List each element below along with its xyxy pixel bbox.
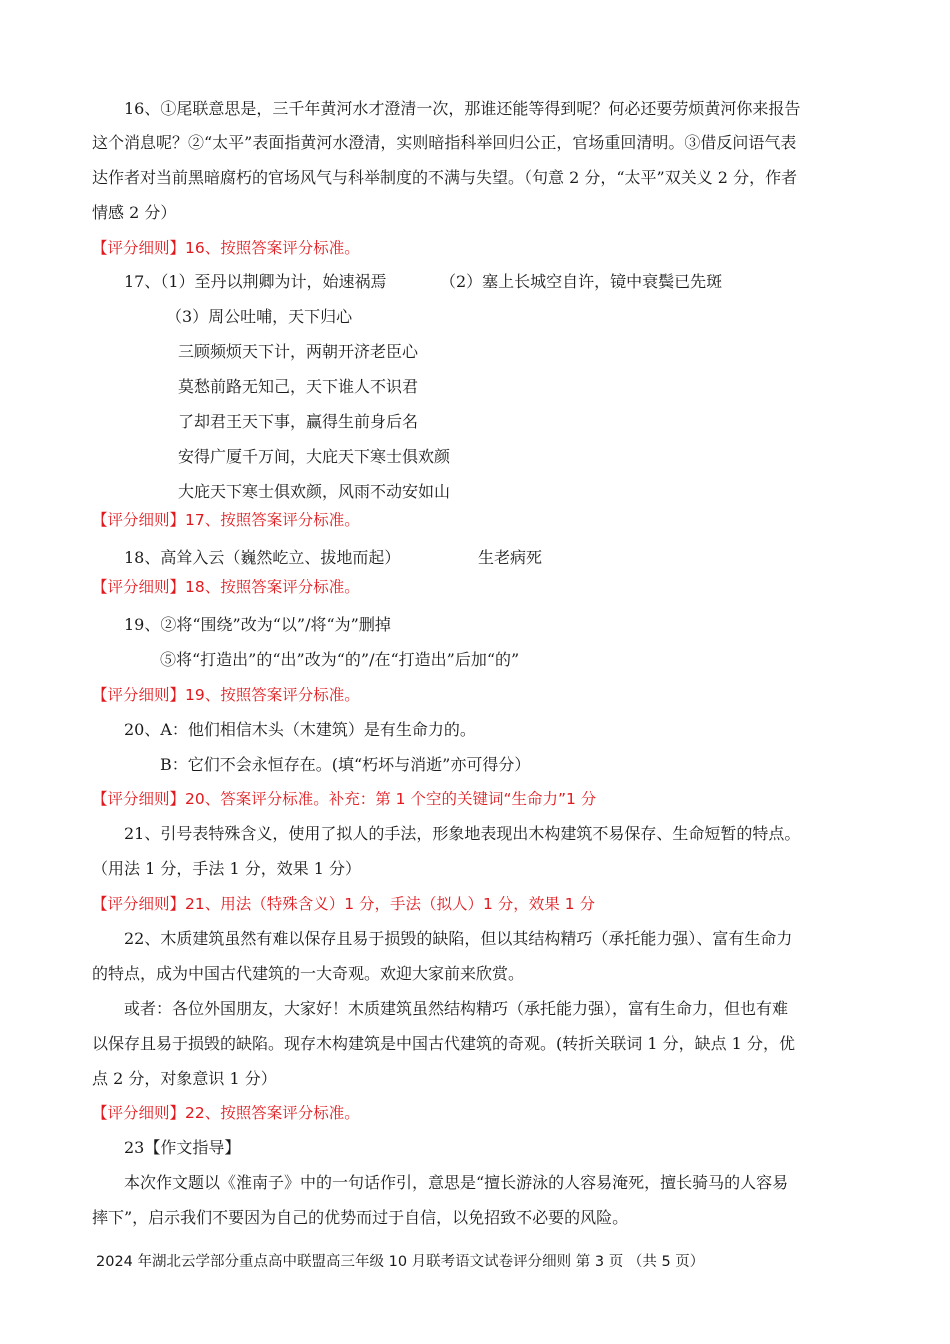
q17-line-2: （3）周公吐哺，天下归心 [166, 307, 353, 326]
q21-line-1: 21、引号表特殊含义，使用了拟人的手法，形象地表现出木构建筑不易保存、生命短暂的特点。 [124, 824, 801, 843]
q16-scoring-rule: 【评分细则】16、按照答案评分标准。 [92, 239, 360, 257]
q23-title: 23【作文指导】 [124, 1138, 241, 1157]
q17-alt-answer: 大庇天下寒士俱欢颜，风雨不动安如山 [178, 482, 451, 501]
q23-line-2: 摔下”，启示我们不要因为自己的优势而过于自信，以免招致不必要的风险。 [92, 1208, 629, 1227]
page-footer: 2024 年湖北云学部分重点高中联盟高三年级 10 月联考语文试卷评分细则 第 3 页 （共 5 页） [96, 1254, 705, 1270]
q21-scoring-rule: 【评分细则】21、用法（特殊含义）1 分，手法（拟人）1 分，效果 1 分 [92, 895, 596, 913]
q17-line-1b: （2）塞上长城空自许，镜中衰鬓已先斑 [440, 272, 723, 291]
q17-alt-answer: 安得广厦千万间，大庇天下寒士俱欢颜 [178, 447, 451, 466]
q18-answer-b: 生老病死 [478, 548, 543, 567]
q17-scoring-rule: 【评分细则】17、按照答案评分标准。 [92, 511, 360, 529]
q22-line-1: 22、木质建筑虽然有难以保存且易于损毁的缺陷，但以其结构精巧（承托能力强）、富有生命力 [124, 929, 793, 948]
q17-alt-answer: 了却君王天下事，赢得生前身后名 [178, 412, 419, 431]
q16-line-2: 这个消息呢？②“太平”表面指黄河水澄清，实则暗指科举回归公正，官场重回清明。③借反问语气表 [92, 133, 797, 152]
q22-scoring-rule: 【评分细则】22、按照答案评分标准。 [92, 1104, 360, 1122]
q17-alt-answer: 莫愁前路无知己，天下谁人不识君 [178, 377, 419, 396]
q20-line-2: B：它们不会永恒存在。(填“朽坏与消逝”亦可得分） [160, 755, 531, 774]
q16-line-4: 情感 2 分） [92, 203, 177, 222]
q20-scoring-rule: 【评分细则】20、答案评分标准。补充：第 1 个空的关键词“生命力”1 分 [92, 790, 597, 808]
q19-scoring-rule: 【评分细则】19、按照答案评分标准。 [92, 686, 360, 704]
q17-line-1a: 17、（1）至丹以荆卿为计，始速祸焉 [124, 272, 387, 291]
q16-line-3: 达作者对当前黑暗腐朽的官场风气与科举制度的不满与失望。（句意 2 分，“太平”双关义 2 分，作者 [92, 168, 798, 187]
q16-line-1: 16、①尾联意思是，三千年黄河水才澄清一次，那谁还能等得到呢？何必还要劳烦黄河你来报告 [124, 99, 801, 118]
q22-line-3: 或者：各位外国朋友，大家好！木质建筑虽然结构精巧（承托能力强），富有生命力，但也有难 [124, 999, 789, 1018]
q18-answer-a: 18、高耸入云（巍然屹立、拔地而起） [124, 548, 401, 567]
q23-line-1: 本次作文题以《淮南子》中的一句话作引，意思是“擅长游泳的人容易淹死，擅长骑马的人容易 [124, 1173, 789, 1192]
q22-line-4: 以保存且易于损毁的缺陷。现存木构建筑是中国古代建筑的奇观。(转折关联词 1 分，缺点 1 分，优 [92, 1034, 795, 1053]
q21-line-2: （用法 1 分，手法 1 分，效果 1 分） [92, 859, 362, 878]
q18-scoring-rule: 【评分细则】18、按照答案评分标准。 [92, 578, 360, 596]
q19-line-2: ⑤将“打造出”的“出”改为“的”/在“打造出”后加“的” [160, 650, 520, 669]
q22-line-5: 点 2 分，对象意识 1 分） [92, 1069, 277, 1088]
q19-line-1: 19、②将“围绕”改为“以”/将“为”删掉 [124, 615, 391, 634]
q22-line-2: 的特点，成为中国古代建筑的一大奇观。欢迎大家前来欣赏。 [92, 964, 525, 983]
q17-alt-answer: 三顾频烦天下计，两朝开济老臣心 [178, 342, 419, 361]
q20-line-1: 20、A：他们相信木头（木建筑）是有生命力的。 [124, 720, 476, 739]
